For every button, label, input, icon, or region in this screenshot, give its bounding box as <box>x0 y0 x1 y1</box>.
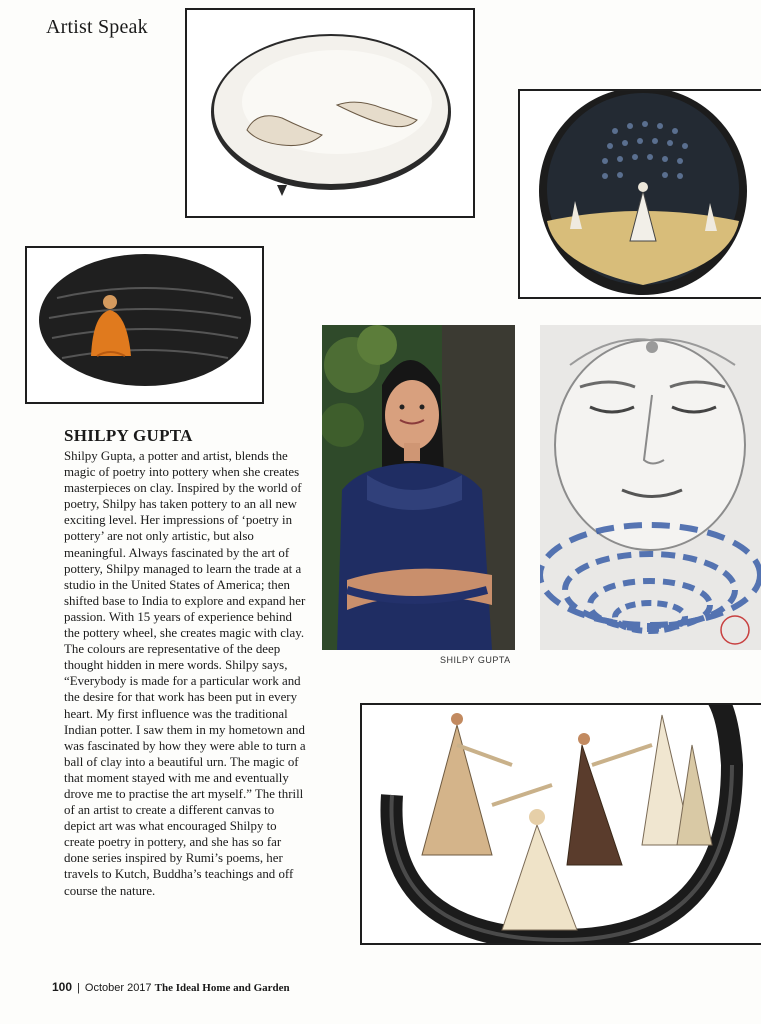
artist-name-heading: SHILPY GUPTA <box>64 426 193 445</box>
monk-bowl-illustration <box>27 248 262 402</box>
monk-bowl-image <box>25 246 264 404</box>
article-body: Shilpy Gupta, a potter and artist, blends the magic of poetry into pottery when she creates masterpieces on clay. Inspired by the world of poetry, Shilpy has taken pottery to an all new exciting level. Her impressions of ‘poetry in pottery’ are not only artistic, but also meaningful. Always fascinated by the art of pottery, Shilpy managed to learn the trade at a studio in the United States of America; then shifted base to India to explore and expand her passion. With 15 years of experience behind the pottery wheel, she creates magic with clay. The colours are representative of the deep thought hidden in mere words. Shilpy says, “Everybody is made for a particular work and the desire for that work has been put in every heart. My first influence was the traditional Indian potter. I saw them in my hometown and was fascinated by how they were able to turn a ball of clay into a beautiful urn. The magic of that moment stayed with me and eventually drove me to practise the art myself.” The thrill of an artist to create a different canvas to depict art was what encouraged Shilpy to create poetry in pottery, and she has so far done series inspired by Rumi’s poems, her travels to Kutch, Buddha’s teachings and off course the nature. <box>64 449 306 898</box>
issue-date: October 2017 <box>84 982 152 994</box>
hands-bowl-image <box>185 8 475 218</box>
magazine-name: The Ideal Home and Garden <box>154 982 290 994</box>
dervish-sculpture-image <box>360 703 761 945</box>
footer-separator: | <box>77 982 80 994</box>
buddha-face-illustration <box>540 325 761 650</box>
dervish-ring-sculpture-illustration <box>362 705 761 943</box>
hands-bowl-illustration <box>187 10 473 216</box>
dervish-plate-image <box>518 89 761 299</box>
section-title: Artist Speak <box>46 16 148 38</box>
artist-portrait-photo <box>322 325 515 650</box>
buddha-face-image <box>540 325 761 650</box>
page-number: 100 <box>52 980 73 994</box>
page-footer <box>52 980 290 994</box>
portrait-caption: SHILPY GUPTA <box>440 655 511 665</box>
artist-portrait <box>322 325 515 650</box>
whirling-dervish-plate-illustration <box>520 91 761 297</box>
